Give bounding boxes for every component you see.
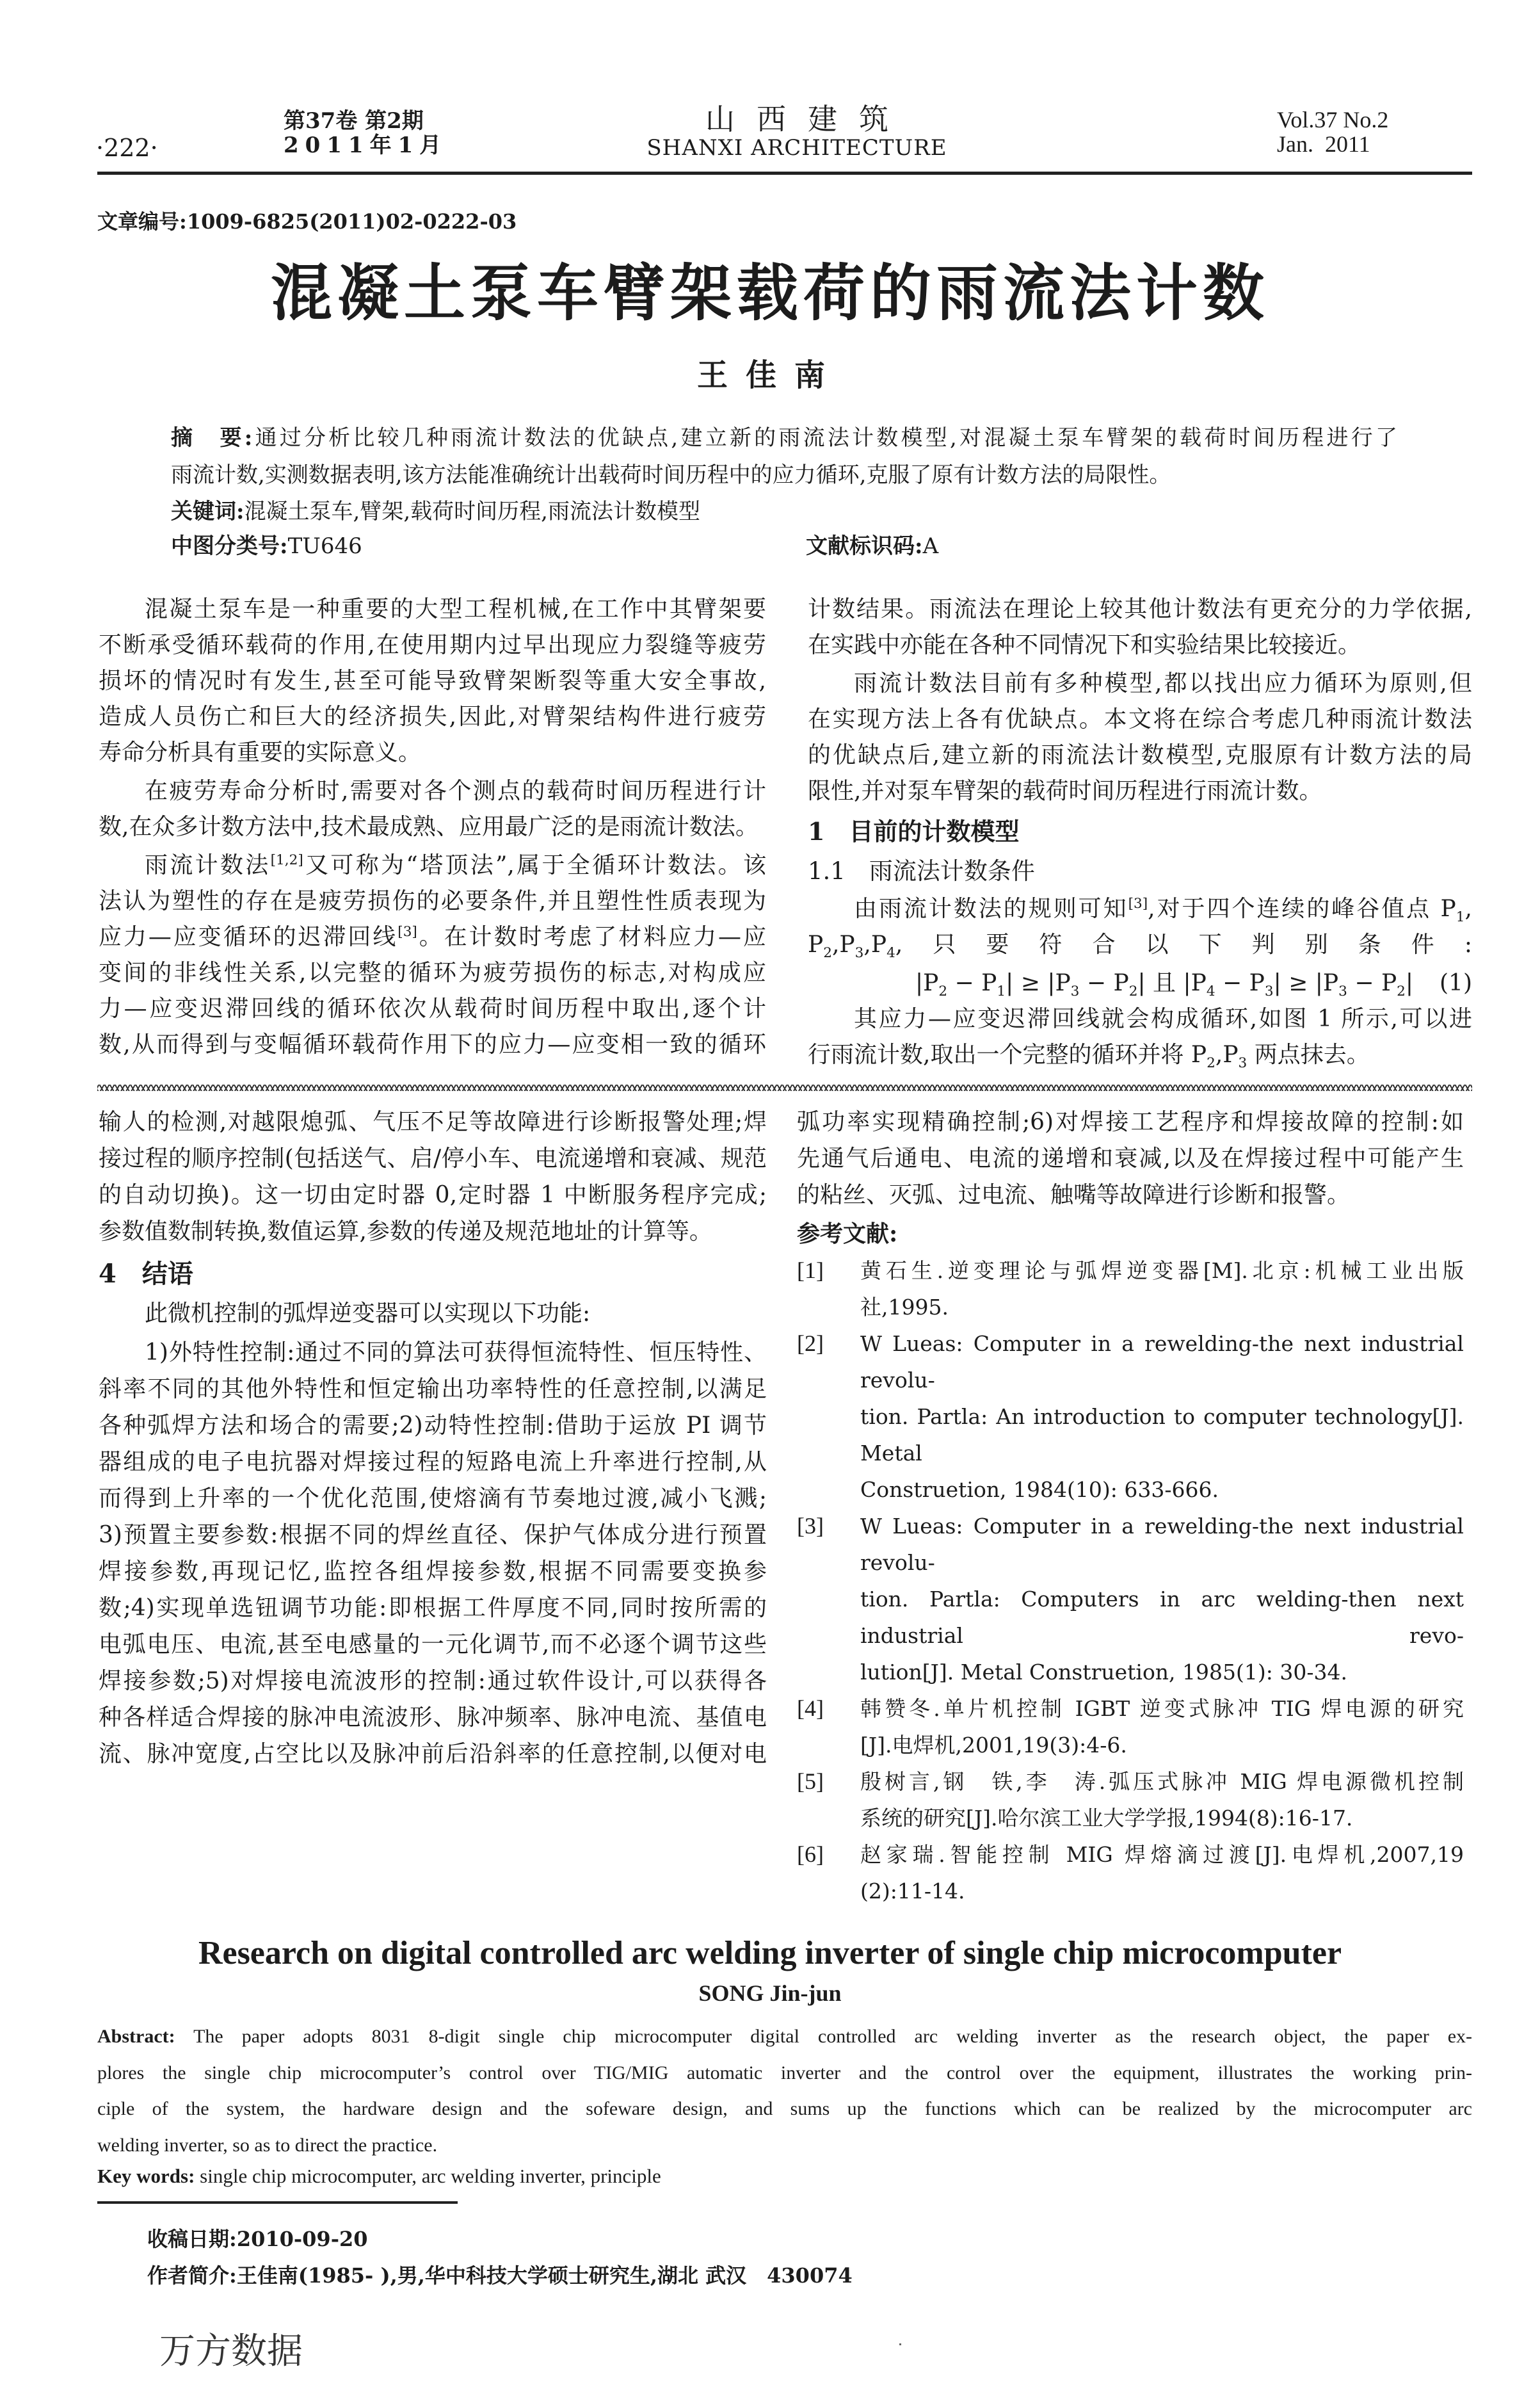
reference-number: [2] [797,1330,824,1356]
text-segment: 不断承受循环载荷的作用,在使用期内过早出现应力裂缝等疲劳 [99,632,766,658]
text-segment: ,P [863,932,887,958]
english-keywords [97,2163,1472,2189]
paragraph [99,1295,767,1332]
text-segment: 行雨流计数,取出一个完整的循环并将 P [808,1042,1207,1068]
subscript: 2 [1207,1055,1215,1072]
text-line [99,884,766,919]
text-segment: 韩赞冬.单片机控制 IGBT 逆变式脉冲 TIG 焊电源的研究 [860,1696,1464,1721]
text-segment: 斜率不同的其他外特性和恒定输出功率特性的任意控制,以满足 [99,1376,767,1402]
text-line [99,663,766,699]
text-line [99,1444,767,1480]
text-segment: 在疲劳寿命分析时,需要对各个测点的载荷时间历程进行计 [145,778,766,804]
paper-author: 王佳南 [696,357,843,393]
english-keywords-text: single chip microcomputer, arc welding inverter, principle [195,2165,661,2187]
text-line [99,991,766,1027]
text-line [99,1590,767,1626]
paragraph [808,666,1472,809]
text-line [860,1836,1464,1873]
text-line [99,809,766,845]
text-line [860,1581,1464,1654]
text-segment: − P [947,970,997,996]
article-number: 文章编号:1009-6825(2011)02-0222-03 [97,209,517,234]
citation-superscript: [1,2] [270,852,303,868]
text-segment: 参数值数制转换,数值运算,参数的传递及规范地址的计算等。 [99,1218,712,1245]
text-segment: , [1464,896,1472,922]
previous-article-body [0,1104,1540,1909]
text-segment: tion. Partla: Computers in arc welding-then next industrial revo- [860,1587,1464,1648]
text-segment: W Lueas: Computer in a rewelding-the next industrial revolu- [860,1331,1464,1393]
text-segment: W Lueas: Computer in a rewelding-the next industrial revolu- [860,1514,1464,1575]
author-bio: 作者简介:王佳南(1985- ),男,华中科技大学硕士研究生,湖北 武汉 430074 [147,2263,853,2288]
text-segment: 黄石生.逆变理论与弧焊逆变器[M].北京:机械工业出版 [860,1258,1464,1283]
text-line [860,1727,1464,1763]
text-segment: ciple of the system, the hardware design and the sofeware design, and sums up the functions which can be realized by the microcomputer arc [97,2098,1472,2119]
footnote-rule [97,2201,458,2204]
text-segment: | ≥ |P [1006,970,1071,996]
english-author: SONG Jin-jun [698,1980,842,2006]
text-segment: 赵家瑞.智能控制 MIG 焊熔滴过渡[J].电焊机,2007,19 [860,1842,1464,1867]
reference-text [860,1836,1464,1909]
watermark: 万方数据 [159,2331,303,2372]
citation-superscript: [3] [1128,896,1148,912]
reference-text [860,1508,1464,1690]
text-line [808,738,1472,773]
equation [808,966,1472,1001]
classification-number [171,533,806,559]
text-segment: P [808,932,824,958]
text-line [99,848,766,884]
text-segment: ,P [1215,1042,1239,1068]
paragraph [99,592,766,771]
text-segment: 又可称为“塔顶法”,属于全循环计数法。该 [303,852,766,878]
text-segment: 寿命分析具有重要的实际意义。 [99,740,422,766]
subscript: 2 [938,983,948,1000]
text-segment: 雨流计数法目前有多种模型,都以找出应力循环为原则,但 [854,670,1472,697]
volume-cn: 第37卷 第2期 [284,108,424,134]
scan-speck [899,2343,901,2345]
reference-text [860,1763,1464,1836]
paragraph [99,1104,767,1250]
text-line [797,1104,1464,1140]
text-line [860,1471,1464,1508]
paragraph [99,773,766,845]
section-heading: 1 目前的计数模型 [808,817,1020,846]
text-segment: 的粘丝、灭弧、过电流、触嘴等故障进行诊断和报警。 [797,1182,1351,1208]
reference-text [860,1252,1464,1325]
text-segment: 社,1995. [860,1295,949,1320]
text-segment: − P [1347,970,1397,996]
text-segment: 混凝土泵车是一种重要的大型工程机械,在工作中其臂架要 [145,596,766,622]
text-segment: 的优缺点后,建立新的雨流法计数模型,克服原有计数方法的局 [808,742,1472,768]
document-code [806,533,938,559]
text-line [808,1001,1472,1037]
text-line [808,702,1472,738]
subscript: 1 [1456,909,1465,926]
date-cn: 2011年1月 [284,133,448,158]
paragraph [99,848,766,1063]
english-abstract-line [97,2091,1472,2128]
text-segment: 变间的非线性关系,以完整的循环为疲劳损伤的标志,对构成应 [99,960,766,986]
article-separator [97,1085,1472,1091]
abstract-line [171,425,1397,451]
text-segment: (2):11-14. [860,1879,965,1904]
text-segment: − P [1215,970,1265,996]
clc-label: 中图分类号: [171,533,288,559]
abstract-text: 通过分析比较几种雨流计数法的优缺点,建立新的雨流法计数模型,对混凝土泵车臂架的载荷时间历程进行了 [252,425,1397,451]
text-line [99,1699,767,1736]
reference-number: [5] [797,1768,824,1794]
page-number: ·222· [96,134,158,162]
abstract-line: 雨流计数,实测数据表明,该方法能准确统计出载荷时间历程中的应力循环,克服了原有计数方法的局限性。 [171,462,1171,488]
reference-number: [3] [797,1513,824,1539]
text-segment: 此微机控制的弧焊逆变器可以实现以下功能: [145,1300,591,1327]
subscript: 1 [997,983,1006,1000]
text-line [99,1371,767,1407]
reference-item [797,1252,1464,1325]
text-segment: ,对于四个连续的峰谷值点 P [1148,896,1456,922]
text-line [99,1104,767,1140]
text-line [99,1736,767,1772]
reference-item [797,1325,1464,1508]
text-segment: 种各样适合焊接的脉冲电流波形、脉冲频率、脉冲电流、基值电 [99,1704,767,1731]
text-segment: 接过程的顺序控制(包括送气、启/停小车、电流递增和衰减、规范 [99,1145,767,1172]
subscript: 3 [1070,983,1080,1000]
subscript: 3 [854,945,864,962]
text-segment: | 且 |P [1137,970,1207,996]
reference-item [797,1763,1464,1836]
text-segment: | ≥ |P [1273,970,1339,996]
volume-en: Vol.37 No.2 [1277,107,1389,133]
english-abstract-line [97,2055,1472,2092]
paragraph [808,1001,1472,1073]
text-segment: 法认为塑性的存在是疲劳损伤的必要条件,并且塑性性质表现为 [99,888,766,914]
reference-item [797,1836,1464,1909]
keywords [171,499,1397,524]
text-segment: 雨流计数法 [145,852,271,878]
text-line [99,1663,767,1699]
text-line [99,919,766,955]
text-line [860,1508,1464,1581]
text-segment: 应力—应变循环的迟滞回线 [99,924,398,950]
text-line [99,1517,767,1553]
text-segment: 殷树言,钢 铁,李 涛.弧压式脉冲 MIG 焊电源微机控制 [860,1769,1464,1794]
text-segment: 的自动切换)。这一切由定时器 0,定时器 1 中断服务程序完成; [99,1182,767,1208]
date-en: Jan. 2011 [1277,131,1370,157]
text-segment: 造成人员伤亡和巨大的经济损失,因此,对臂架结构件进行疲劳 [99,704,766,730]
text-segment: 由雨流计数法的规则可知 [854,896,1128,922]
text-segment: [J].电焊机,2001,19(3):4-6. [860,1733,1127,1758]
text-line [99,1626,767,1663]
keywords-text: 混凝土泵车,臂架,载荷时间历程,雨流法计数模型 [244,499,700,524]
text-segment: tion. Partla: An introduction to computer technology[J]. Metal [860,1404,1464,1466]
english-abstract-line [97,2128,1472,2164]
text-line [808,927,1472,963]
paper-title: 混凝土泵车臂架载荷的雨流法计数 [271,257,1269,329]
text-segment: 而得到上升率的一个优化范围,使熔滴有节奏地过渡,减小飞溅; [99,1485,767,1512]
text-line [99,1213,767,1250]
text-segment: 数;4)实现单选钮调节功能:即根据工件厚度不同,同时按所需的 [99,1595,767,1621]
text-segment: plores the single chip microcomputer’s control over TIG/MIG automatic inverter and the control over the equipment, illustrates the working prin- [97,2062,1472,2083]
text-segment: 系统的研究[J].哈尔滨工业大学学报,1994(8):16-17. [860,1806,1353,1831]
text-line [808,592,1472,627]
text-segment: 焊接参数,再现记忆,监控各组焊接参数,根据不同需要变换参 [99,1558,767,1585]
watermark-row [0,2331,1540,2375]
text-segment: 在实践中亦能在各种不同情况下和实验结果比较接近。 [808,632,1361,658]
text-segment: 器组成的电子电抗器对焊接过程的短路电流上升率进行控制,从 [99,1449,767,1475]
text-segment: 在实现方法上各有优缺点。本文将在综合考虑几种雨流计数法 [808,706,1472,732]
citation-superscript: [3] [397,924,417,940]
text-line [860,1690,1464,1727]
english-abstract [97,2019,1472,2163]
subscript: 2 [823,945,832,962]
subscript: 2 [1397,983,1406,1000]
text-segment: The paper adopts 8031 8-digit single chip microcomputer digital controlled arc welding inverter as the research object, the paper ex- [175,2026,1472,2047]
reference-number: [1] [797,1257,824,1283]
journal-name-cn: 山西建筑 [705,102,910,136]
text-segment: 电弧电压、电流,甚至电感量的一元化调节,而不必逐个调节这些 [99,1631,767,1658]
text-line [99,955,766,991]
text-line [860,1763,1464,1800]
reference-text [860,1325,1464,1508]
equation-number: (1) [1440,970,1472,996]
text-line [99,773,766,809]
text-segment: welding inverter, so as to direct the practice. [97,2134,438,2156]
text-segment: ,只要符合以下判别条件: [895,932,1472,958]
journal-name-en: SHANXI ARCHITECTURE [646,135,947,161]
text-line [99,1334,767,1371]
text-segment: 焊接参数;5)对焊接电流波形的控制:通过软件设计,可以获得各 [99,1668,767,1694]
doc-value: A [922,533,939,559]
paragraph [808,891,1472,963]
reference-number: [4] [797,1695,824,1721]
reference-item [797,1690,1464,1763]
reference-number: [6] [797,1841,824,1867]
prev-article-column-left [99,1104,767,1775]
references-heading: 参考文献: [797,1220,898,1247]
text-segment: 3)预置主要参数:根据不同的焊丝直径、保护气体成分进行预置 [99,1522,767,1548]
text-line [808,773,1472,809]
text-segment: − P [1079,970,1129,996]
text-segment: 力—应变迟滞回线的循环依次从载荷时间历程中取出,逐个计 [99,996,766,1022]
english-abstract-label: Abstract: [97,2026,175,2047]
text-segment: 数,在众多计数方法中,技术最成熟、应用最广泛的是雨流计数法。 [99,814,758,840]
text-line [99,735,766,771]
text-line [99,1553,767,1590]
doc-label: 文献标识码: [806,533,923,559]
text-segment: ,P [831,932,855,958]
text-line [99,627,766,663]
body-column-left [99,592,766,1065]
text-line [99,1177,767,1213]
text-segment: |P [915,970,939,996]
text-line [99,1407,767,1444]
text-line [860,1654,1464,1690]
text-line [808,891,1472,927]
reference-item [797,1508,1464,1690]
text-segment: 各种弧焊方法和场合的需要;2)动特性控制:借助于运放 PI 调节 [99,1412,767,1439]
reference-text [860,1690,1464,1763]
text-line [99,1295,767,1332]
text-segment: 计数结果。雨流法在理论上较其他计数法有更充分的力学依据, [808,596,1472,622]
text-line [860,1873,1464,1909]
text-segment: Construetion, 1984(10): 633-666. [860,1477,1219,1502]
text-line [99,1480,767,1517]
subscript: 2 [1128,983,1138,1000]
classification-row [171,533,1397,559]
text-line [860,1800,1464,1836]
text-line [808,1037,1472,1073]
text-segment: 其应力—应变迟滞回线就会构成循环,如图 1 所示,可以进 [854,1006,1472,1032]
subscript: 3 [1264,983,1274,1000]
text-line [797,1140,1464,1177]
abstract-block [171,425,1397,559]
subscript: 3 [1338,983,1347,1000]
text-segment: 。在计数时考虑了材料应力—应 [417,924,766,950]
text-line [808,627,1472,663]
text-segment: 限性,并对泵车臂架的载荷时间历程进行雨流计数。 [808,778,1322,804]
equation-expression [915,966,1413,1001]
paragraph [797,1104,1464,1213]
text-segment: 1)外特性控制:通过不同的算法可获得恒流特性、恒压特性、 [145,1339,767,1366]
section-heading: 4 结语 [99,1259,193,1289]
paragraph [808,592,1472,663]
english-keywords-label: Key words: [97,2165,195,2187]
subscript: 4 [886,945,895,962]
article-body [0,592,1540,1076]
english-title: Research on digital controlled arc welding inverter of single chip microcomputer [198,1935,1342,1971]
subscript: 4 [1206,983,1215,1000]
abstract-label: 摘 要: [171,425,253,451]
text-segment: 弧功率实现精确控制;6)对焊接工艺程序和焊接故障的控制:如 [797,1109,1464,1135]
text-line [860,1252,1464,1289]
text-segment: 数,从而得到与变幅循环载荷作用下的应力—应变相一致的循环 [99,1031,766,1058]
text-segment: 先通气后通电、电流的递增和衰减,以及在焊接过程中可能产生 [797,1145,1464,1172]
section-heading: 1.1 雨流法计数条件 [808,857,1035,885]
text-segment: 输人的检测,对越限熄弧、气压不足等故障进行诊断报警处理;焊 [99,1109,767,1135]
text-segment: 两点抹去。 [1247,1042,1370,1068]
text-line [99,699,766,735]
text-line [860,1289,1464,1325]
text-line [99,1140,767,1177]
paragraph [99,1334,767,1772]
english-abstract-line [97,2019,1472,2055]
text-segment: 损坏的情况时有发生,甚至可能导致臂架断裂等重大安全事故, [99,668,766,694]
text-line [797,1177,1464,1213]
text-line [99,1027,766,1063]
body-column-right [808,592,1472,1076]
text-segment: lution[J]. Metal Construetion, 1985(1): 30-34. [860,1660,1347,1685]
received-date: 收稿日期:2010-09-20 [147,2227,368,2251]
text-line [808,666,1472,702]
text-segment: | [1405,970,1414,996]
prev-article-column-right [797,1104,1464,1909]
keywords-label: 关键词: [171,499,245,524]
clc-value: TU646 [287,533,362,559]
text-line [860,1325,1464,1398]
text-line [860,1398,1464,1471]
text-segment: 流、脉冲宽度,占空比以及脉冲前后沿斜率的任意控制,以便对电 [99,1741,767,1767]
text-line [99,592,766,627]
subscript: 3 [1238,1055,1247,1072]
